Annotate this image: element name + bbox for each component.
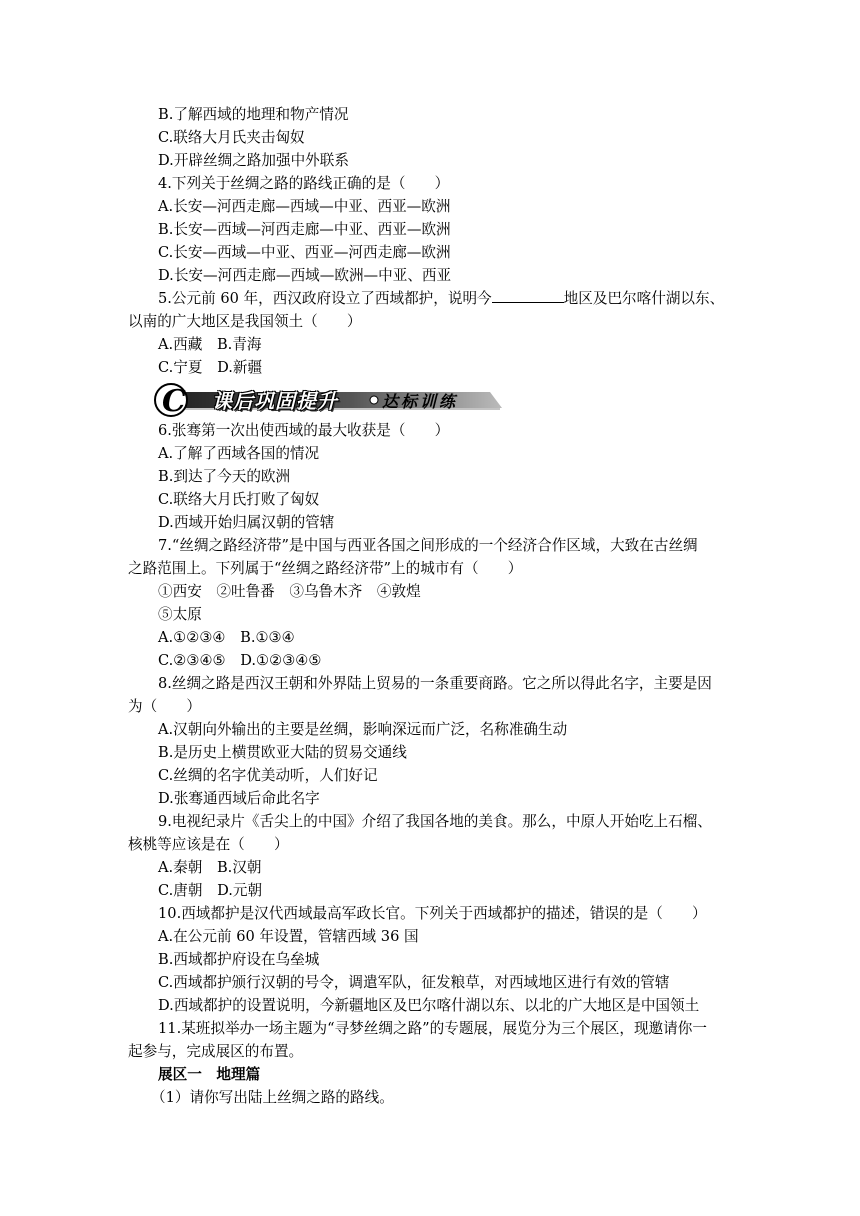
question-5-line2: 以南的广大地区是我国领土（ ） (128, 313, 362, 330)
option-3d: D.开辟丝绸之路加强中外联系 (158, 152, 349, 169)
banner-dot-icon (370, 396, 378, 404)
option-8b: B.是历史上横贯欧亚大陆的贸易交通线 (158, 744, 407, 761)
option-10b: B.西域都护府设在乌垒城 (158, 951, 320, 968)
option-5cd: C.宁夏 D.新疆 (158, 359, 263, 376)
question-10: 10.西域都护是汉代西域最高军政长官。下列关于西域都护的描述，错误的是（ ） (158, 905, 707, 922)
question-11-line2: 起参与，完成展区的布置。 (128, 1043, 304, 1060)
question-8-line2: 为（ ） (128, 698, 201, 715)
option-3b: B.了解西域的地理和物产情况 (158, 106, 349, 123)
banner-subtitle: 达标训练 (382, 392, 459, 411)
question-5-line1 (158, 288, 724, 310)
option-10c: C.西域都护颁行汉朝的号令，调遣军队，征发粮草，对西域地区进行有效的管辖 (158, 974, 670, 991)
question-5-text-b: 地区及巴尔喀什湖以东、 (563, 290, 725, 307)
option-4a: A.长安—河西走廊—西域—中亚、西亚—欧洲 (158, 198, 451, 215)
question-7-line1: 7.“丝绸之路经济带”是中国与西亚各国之间形成的一个经济合作区域，大致在古丝绸 (158, 537, 698, 554)
option-9cd: C.唐朝 D.元朝 (158, 882, 263, 899)
option-4c: C.长安—西域—中亚、西亚—河西走廊—欧洲 (158, 244, 451, 261)
option-4b: B.长安—西域—河西走廊—中亚、西亚—欧洲 (158, 221, 451, 238)
option-7ab: A.①②③④ B.①③④ (158, 629, 295, 646)
option-8d: D.张骞通西域后命此名字 (158, 790, 320, 807)
question-7-item5: ⑤太原 (158, 606, 202, 623)
option-8a: A.汉朝向外输出的主要是丝绸，影响深远而广泛，名称准确生动 (158, 721, 568, 738)
question-8-line1: 8.丝绸之路是西汉王朝和外界陆上贸易的一条重要商路。它之所以得此名字，主要是因 (158, 675, 712, 692)
option-9ab: A.秦朝 B.汉朝 (158, 859, 262, 876)
option-7cd: C.②③④⑤ D.①②③④⑤ (158, 652, 322, 669)
question-7-items: ①西安 ②吐鲁番 ③乌鲁木齐 ④敦煌 (158, 583, 421, 600)
option-6b: B.到达了今天的欧洲 (158, 468, 291, 485)
option-6d: D.西域开始归属汉朝的管辖 (158, 514, 335, 531)
banner-title: 课后巩固提升 (212, 389, 338, 413)
option-6c: C.联络大月氏打败了匈奴 (158, 491, 320, 508)
question-7-line2: 之路范围上。下列属于“丝绸之路经济带”上的城市有（ ） (128, 560, 523, 577)
option-6a: A.了解了西域各国的情况 (158, 445, 320, 462)
option-3c: C.联络大月氏夹击匈奴 (158, 129, 305, 146)
section-banner (150, 382, 502, 418)
question-11-line1: 11.某班拟举办一场主题为“寻梦丝绸之路”的专题展，展览分为三个展区，现邀请你一 (158, 1020, 707, 1037)
question-9-line2: 核桃等应该是在（ ） (128, 836, 289, 853)
option-10a: A.在公元前 60 年设置，管辖西域 36 国 (158, 928, 419, 945)
sub-question-1: （1）请你写出陆上丝绸之路的路线。 (151, 1089, 394, 1106)
question-6: 6.张骞第一次出使西域的最大收获是（ ） (158, 422, 450, 439)
option-8c: C.丝绸的名字优美动听，人们好记 (158, 767, 378, 784)
option-10d: D.西域都护的设置说明，今新疆地区及巴尔喀什湖以东、以北的广大地区是中国领土 (158, 997, 700, 1014)
option-4d: D.长安—河西走廊—西域—欧洲—中亚、西亚 (158, 267, 452, 284)
question-5-text-a: 5.公元前 60 年，西汉政府设立了西域都护，说明今 (158, 290, 492, 307)
question-9-line1: 9.电视纪录片《舌尖上的中国》介绍了我国各地的美食。那么，中原人开始吃上石榴、 (158, 813, 712, 830)
option-5ab: A.西藏 B.青海 (158, 336, 262, 353)
banner-letter: C (162, 384, 186, 418)
exhibit-section-heading: 展区一 地理篇 (158, 1066, 261, 1083)
question-4: 4.下列关于丝绸之路的路线正确的是（ ） (158, 175, 450, 192)
answer-blank (492, 288, 564, 303)
